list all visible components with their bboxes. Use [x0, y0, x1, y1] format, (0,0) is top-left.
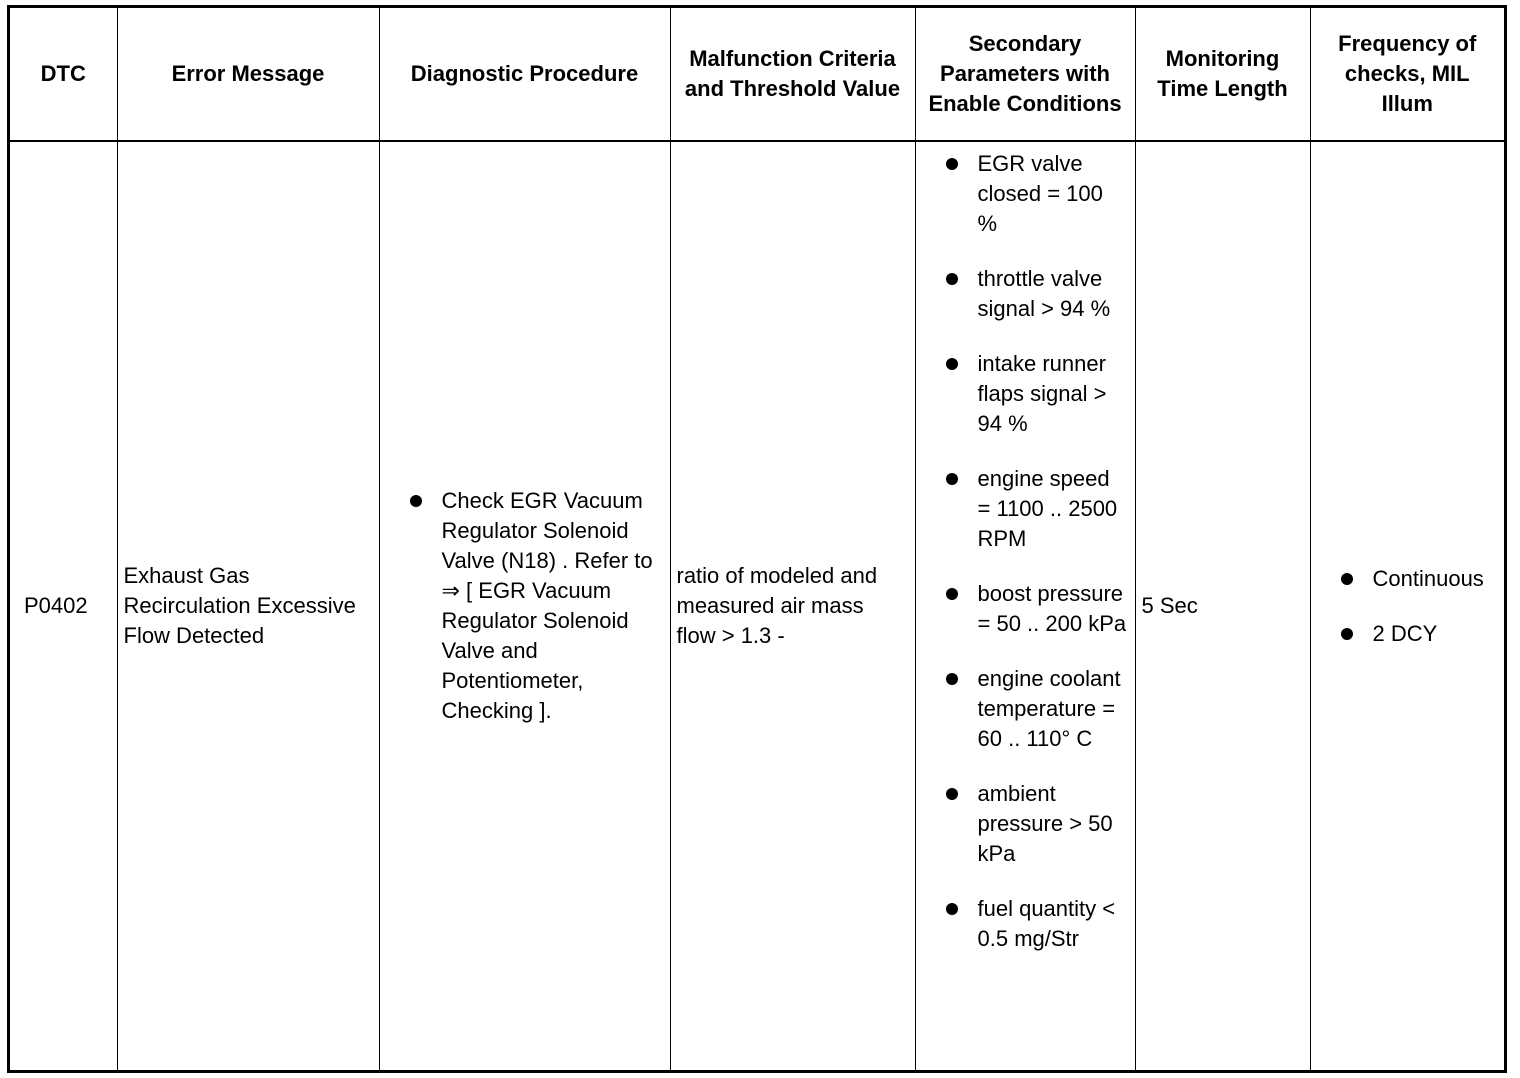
frequency-item: Continuous [1317, 564, 1499, 594]
procedure-item: Check EGR Vacuum Regulator Solenoid Valve (N18) . Refer to ⇒ [ EGR Vacuum Regulator Solenoid Valve and Potentiometer, Checking ]. [386, 486, 664, 726]
parameter-item: intake runner flaps signal > 94 % [922, 349, 1129, 439]
parameter-item: engine coolant temperature = 60 .. 110° C [922, 664, 1129, 754]
dtc-table [10, 8, 1504, 1070]
cell-dtc: P0402 [10, 141, 117, 1070]
header-dtc: DTC [10, 8, 117, 141]
cell-frequency [1310, 141, 1504, 1070]
parameter-item: ambient pressure > 50 kPa [922, 779, 1129, 869]
cell-error-message: Exhaust Gas Recirculation Excessive Flow Detected [117, 141, 379, 1070]
header-monitoring-time: Monitoring Time Length [1135, 8, 1310, 141]
parameter-item: fuel quantity < 0.5 mg/Str [922, 894, 1129, 954]
header-error-message: Error Message [117, 8, 379, 141]
header-row [10, 8, 1504, 141]
cell-diagnostic-procedure [379, 141, 670, 1070]
cell-monitoring-time: 5 Sec [1135, 141, 1310, 1070]
header-secondary-parameters: Secondary Parameters with Enable Conditions [915, 8, 1135, 141]
parameter-item: EGR valve closed = 100 % [922, 149, 1129, 239]
header-malfunction-criteria: Malfunction Criteria and Threshold Value [670, 8, 915, 141]
cell-malfunction-criteria: ratio of modeled and measured air mass flow > 1.3 - [670, 141, 915, 1070]
parameter-item: boost pressure = 50 .. 200 kPa [922, 579, 1129, 639]
parameter-item: throttle valve signal > 94 % [922, 264, 1129, 324]
parameter-item: engine speed = 1100 .. 2500 RPM [922, 464, 1129, 554]
frequency-item: 2 DCY [1317, 619, 1499, 649]
dtc-table-frame [7, 5, 1507, 1073]
cell-secondary-parameters [915, 141, 1135, 1070]
table-row [10, 141, 1504, 1070]
header-diagnostic-procedure: Diagnostic Procedure [379, 8, 670, 141]
header-frequency: Frequency of checks, MIL Illum [1310, 8, 1504, 141]
